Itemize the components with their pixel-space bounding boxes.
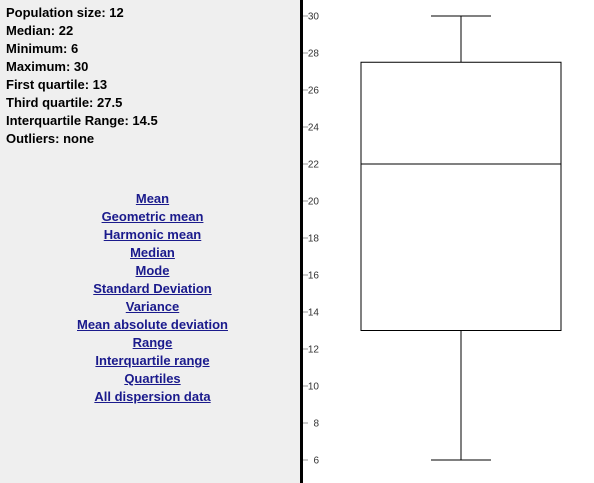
link-standard-deviation[interactable]: Standard Deviation (93, 281, 212, 296)
summary-stats (6, 4, 158, 148)
link-geometric-mean[interactable]: Geometric mean (101, 209, 204, 224)
box-plot-svg (303, 0, 594, 483)
y-tick-label-26: 26 (307, 85, 319, 97)
y-tick-label-14: 14 (307, 307, 319, 319)
link-quartiles[interactable]: Quartiles (124, 371, 181, 386)
third-quartile-text: Third quartile: 27.5 (6, 95, 123, 110)
y-tick-label-12: 12 (307, 344, 319, 356)
link-mean-absolute-deviation[interactable]: Mean absolute deviation (77, 317, 228, 332)
median-text: Median: 22 (6, 23, 74, 38)
y-tick-label-28: 28 (307, 48, 319, 60)
population-size-text: Population size: 12 (6, 5, 124, 20)
y-tick-label-8: 8 (313, 418, 319, 430)
y-tick-label-10: 10 (307, 381, 319, 393)
iqr-box (361, 62, 561, 330)
y-tick-label-6: 6 (313, 455, 319, 467)
stat-links (0, 190, 305, 406)
link-interquartile-range[interactable]: Interquartile range (95, 353, 210, 368)
link-mode[interactable]: Mode (135, 263, 170, 278)
y-tick-label-22: 22 (307, 159, 319, 171)
link-variance[interactable]: Variance (125, 299, 180, 314)
maximum-text: Maximum: 30 (6, 59, 89, 74)
link-range[interactable]: Range (132, 335, 173, 350)
y-tick-label-18: 18 (307, 233, 319, 245)
link-median[interactable]: Median (130, 245, 175, 260)
y-tick-label-24: 24 (307, 122, 319, 134)
outliers-text: Outliers: none (6, 131, 95, 146)
y-tick-label-16: 16 (307, 270, 319, 282)
link-mean[interactable]: Mean (135, 191, 170, 206)
y-tick-label-20: 20 (307, 196, 319, 208)
link-harmonic-mean[interactable]: Harmonic mean (103, 227, 202, 242)
y-tick-label-30: 30 (307, 11, 319, 23)
minimum-text: Minimum: 6 (6, 41, 79, 56)
box-plot (303, 0, 594, 483)
first-quartile-text: First quartile: 13 (6, 77, 108, 92)
link-all-dispersion-data[interactable]: All dispersion data (94, 389, 211, 404)
iqr-text: Interquartile Range: 14.5 (6, 113, 158, 128)
